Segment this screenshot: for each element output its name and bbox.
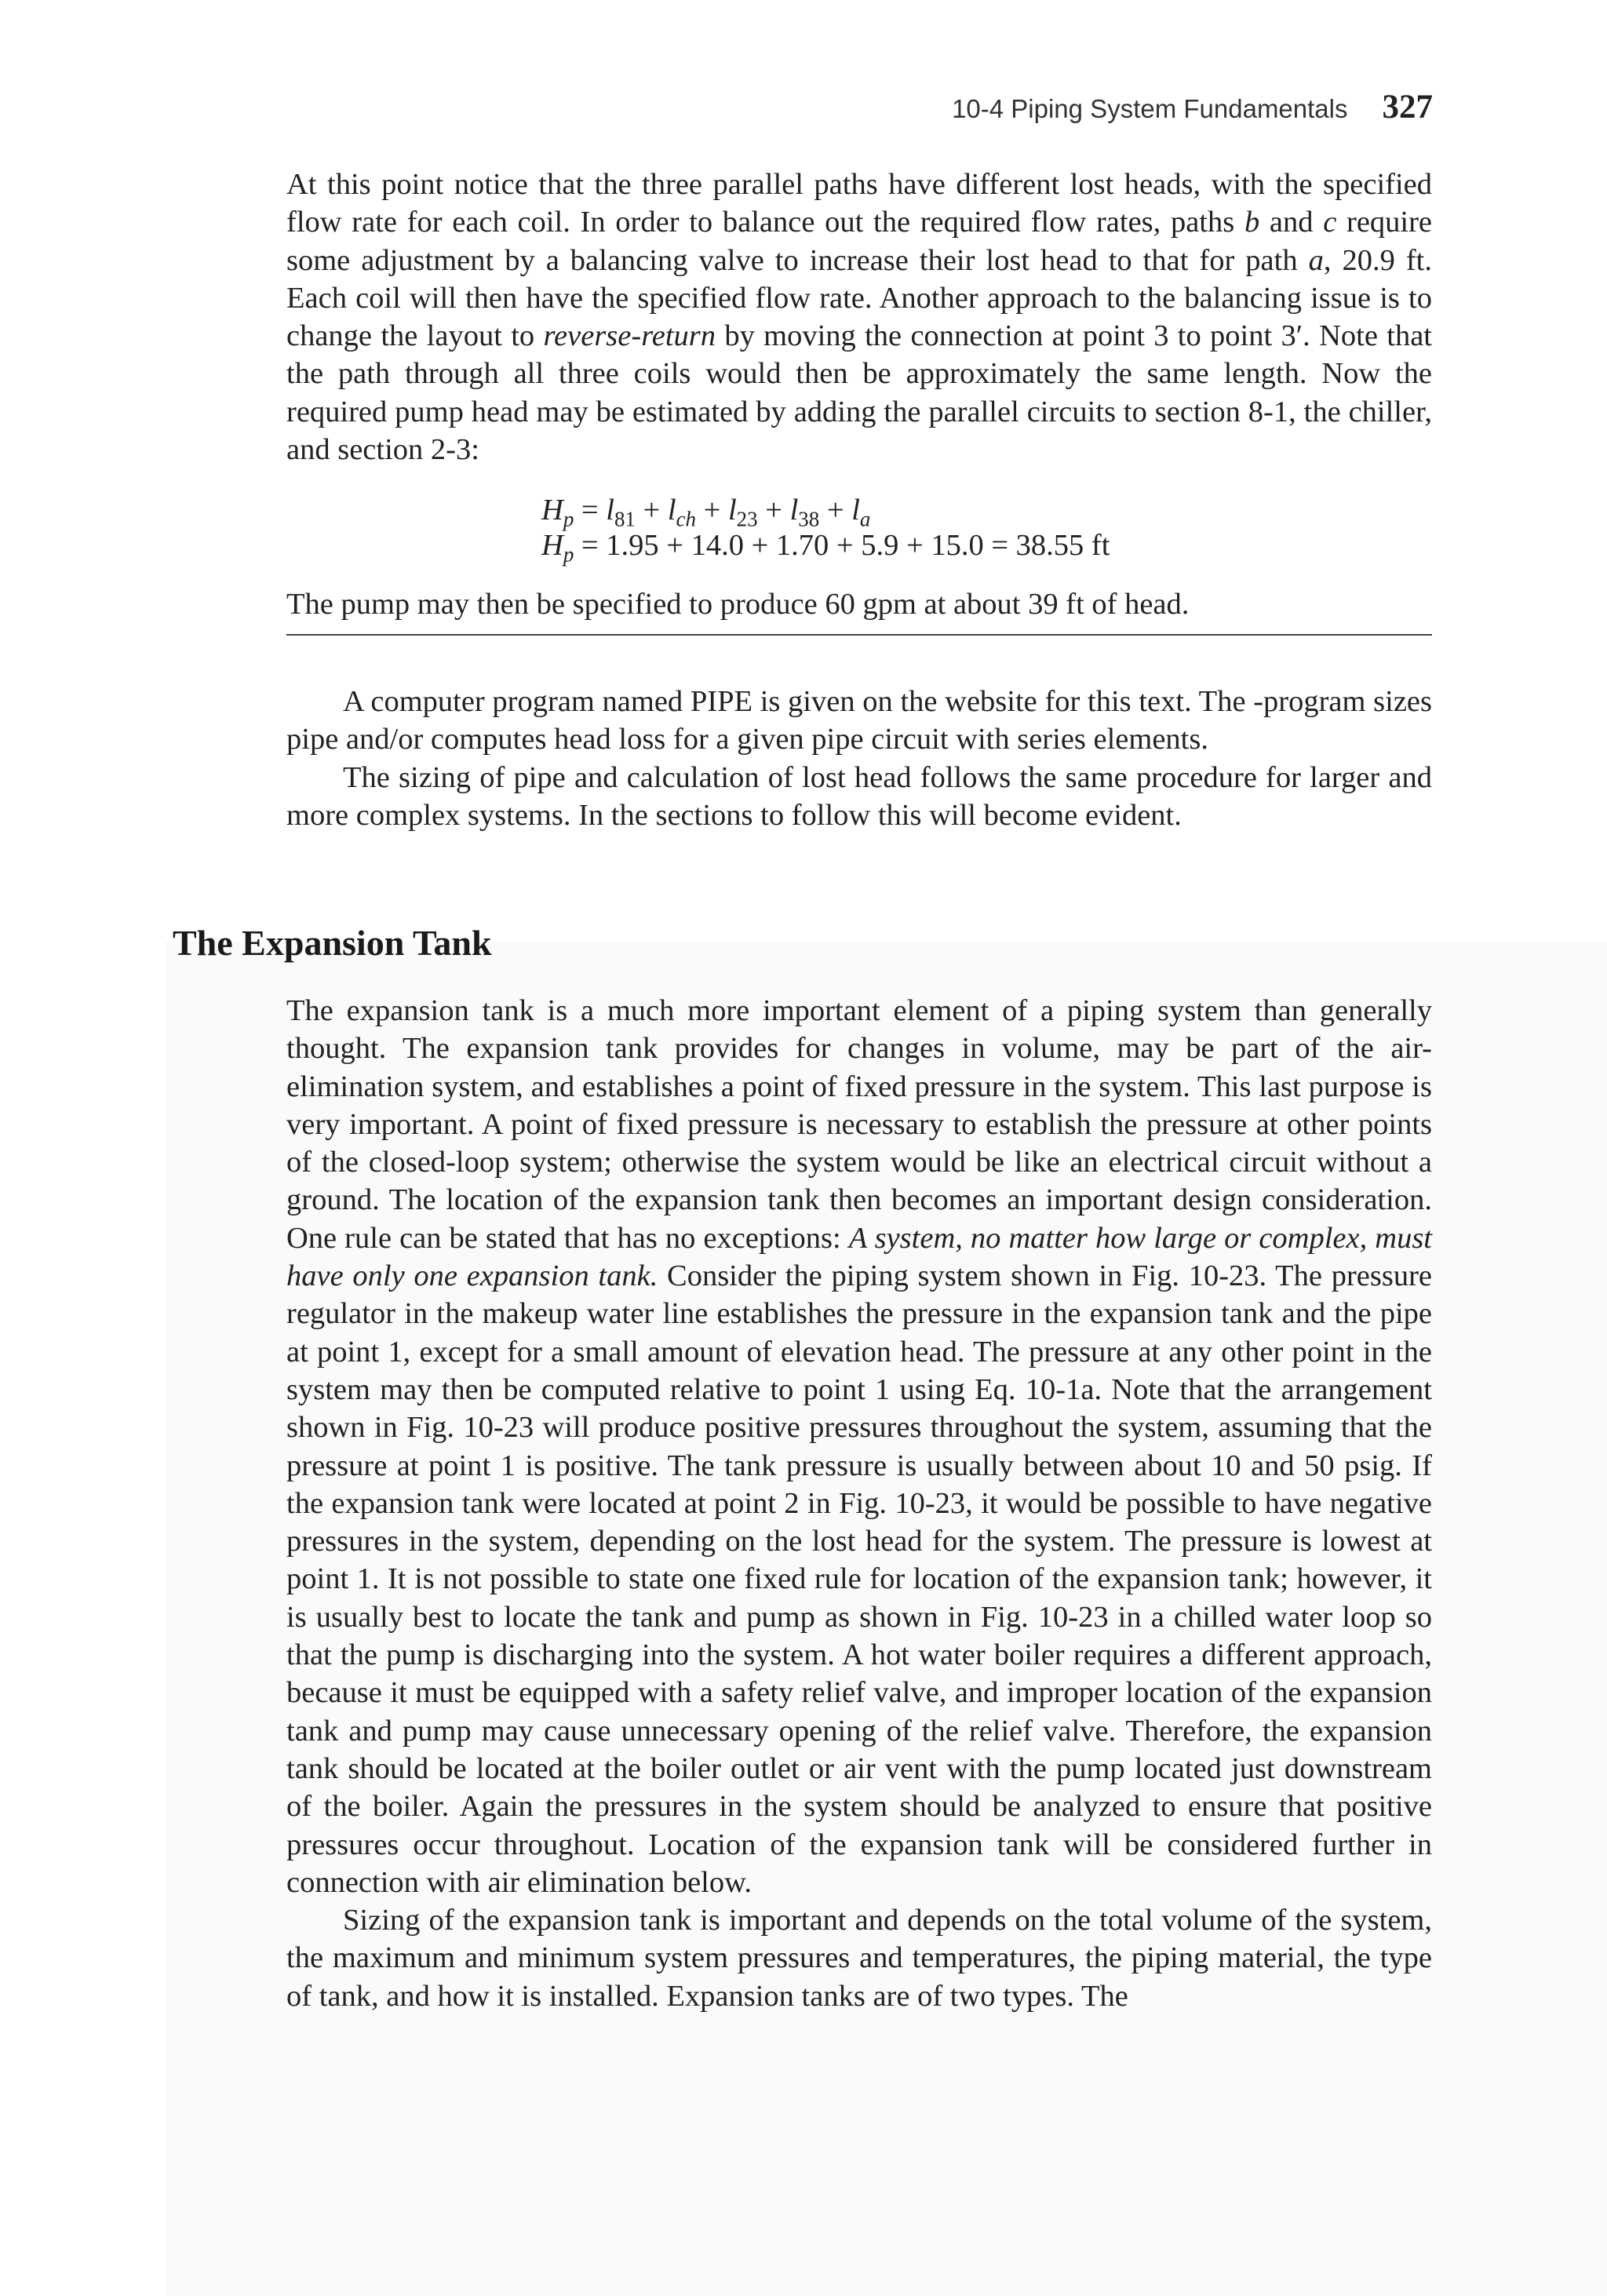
pipe-program-paragraph: A computer program named PIPE is given on the website for this text. The -program sizes pipe and/or computes head loss for a given pipe circuit with series elements. The sizing of pipe and calculation of lost head follows the same procedure for larger and more complex systems. In the sections to follow this will become evident.	[286, 685, 1432, 832]
example-paragraph: At this point notice that the three parallel paths have different lost heads, with the specified flow rate for each coil. In order to balance out the required flow rates, paths b and c require some adjustment by a balancing valve to increase their lost head to that for path a, 20.9 ft. Each coil will then have the specified flow rate. Another approach to the balancing issue is to change the layout to reverse-return by moving the connection at point 3 to point 3′. Note that the path through all three coils would then be approximately the same length. Now the required pump head may be estimated by adding the parallel circuits to section 8-1, the chiller, and section 2-3:	[286, 168, 1433, 467]
equation-pump-head-symbolic: $H_p = l_{81} + l_{ch} + l_{23} + l_{38} + l_a$	[541, 494, 871, 531]
example-conclusion: The pump may then be specified to produce 60 gpm at about 39 ft of head.	[286, 588, 1190, 621]
expansion-tank-body: The expansion tank is a much more important element of a piping system than generally thought. The expansion tank provides for changes in volume, may be part of the air-elimination system, and establishes a point of fixed pressure in the system. This last purpose is very important. A point of fixed pressure is necessary to establish the pressure at other points of the closed-loop system; otherwise the system would be like an electrical circuit without a ground. The location of the expansion tank then becomes an important design consideration. One rule can be stated that has no exceptions: A system, no matter how large or complex, must have only one expansion tank. Consider the piping system shown in Fig. 10-23. The pressure regulator in the makeup water line establishes the pressure in the expansion tank and the pipe at point 1, except for a small amount of elevation head. The pressure at any other point in the system may then be computed relative to point 1 using Eq. 10-1a. Note that the arrangement shown in Fig. 10-23 will produce positive pressures throughout the system, assuming that the pressure at point 1 is positive. The tank pressure is usually between about 10 and 50 psig. If the expansion tank were located at point 2 in Fig. 10-23, it would be possible to have negative pressures in the system, depending on the lost head for the system. The pressure is lowest at point 1. It is not possible to state one fixed rule for location of the expansion tank; however, it is usually best to locate the tank and pump as shown in Fig. 10-23 in a chilled water loop so that the pump is discharging into the system. A hot water boiler requires a different approach, because it must be equipped with a safety relief valve, and improper location of the expansion tank and pump may cause unnecessary opening of the relief valve. Therefore, the expansion tank should be located at the boiler outlet or air vent with the pump located just downstream of the boiler. Again the pressures in the system should be analyzed to ensure that positive pressures occur throughout. Location of the expansion tank will be considered further in connection with air elimination below. Sizing of the expansion tank is important and depends on the total volume of the system, the maximum and minimum system pressures and temperatures, the piping material, the type of tank, and how it is installed. Expansion tanks are of two types. The	[286, 994, 1432, 2013]
running-header-section: 10-4 Piping System Fundamentals	[952, 94, 1348, 123]
running-header	[952, 88, 1433, 126]
example-end-rule	[286, 634, 1432, 636]
equation-pump-head-numeric: $H_p = 1.95 + 14.0 + 1.70 + 5.9 + 15.0 = 38.55$ ft	[541, 529, 1110, 567]
page-number: 327	[1382, 89, 1433, 126]
section-heading: The Expansion Tank	[173, 923, 492, 963]
